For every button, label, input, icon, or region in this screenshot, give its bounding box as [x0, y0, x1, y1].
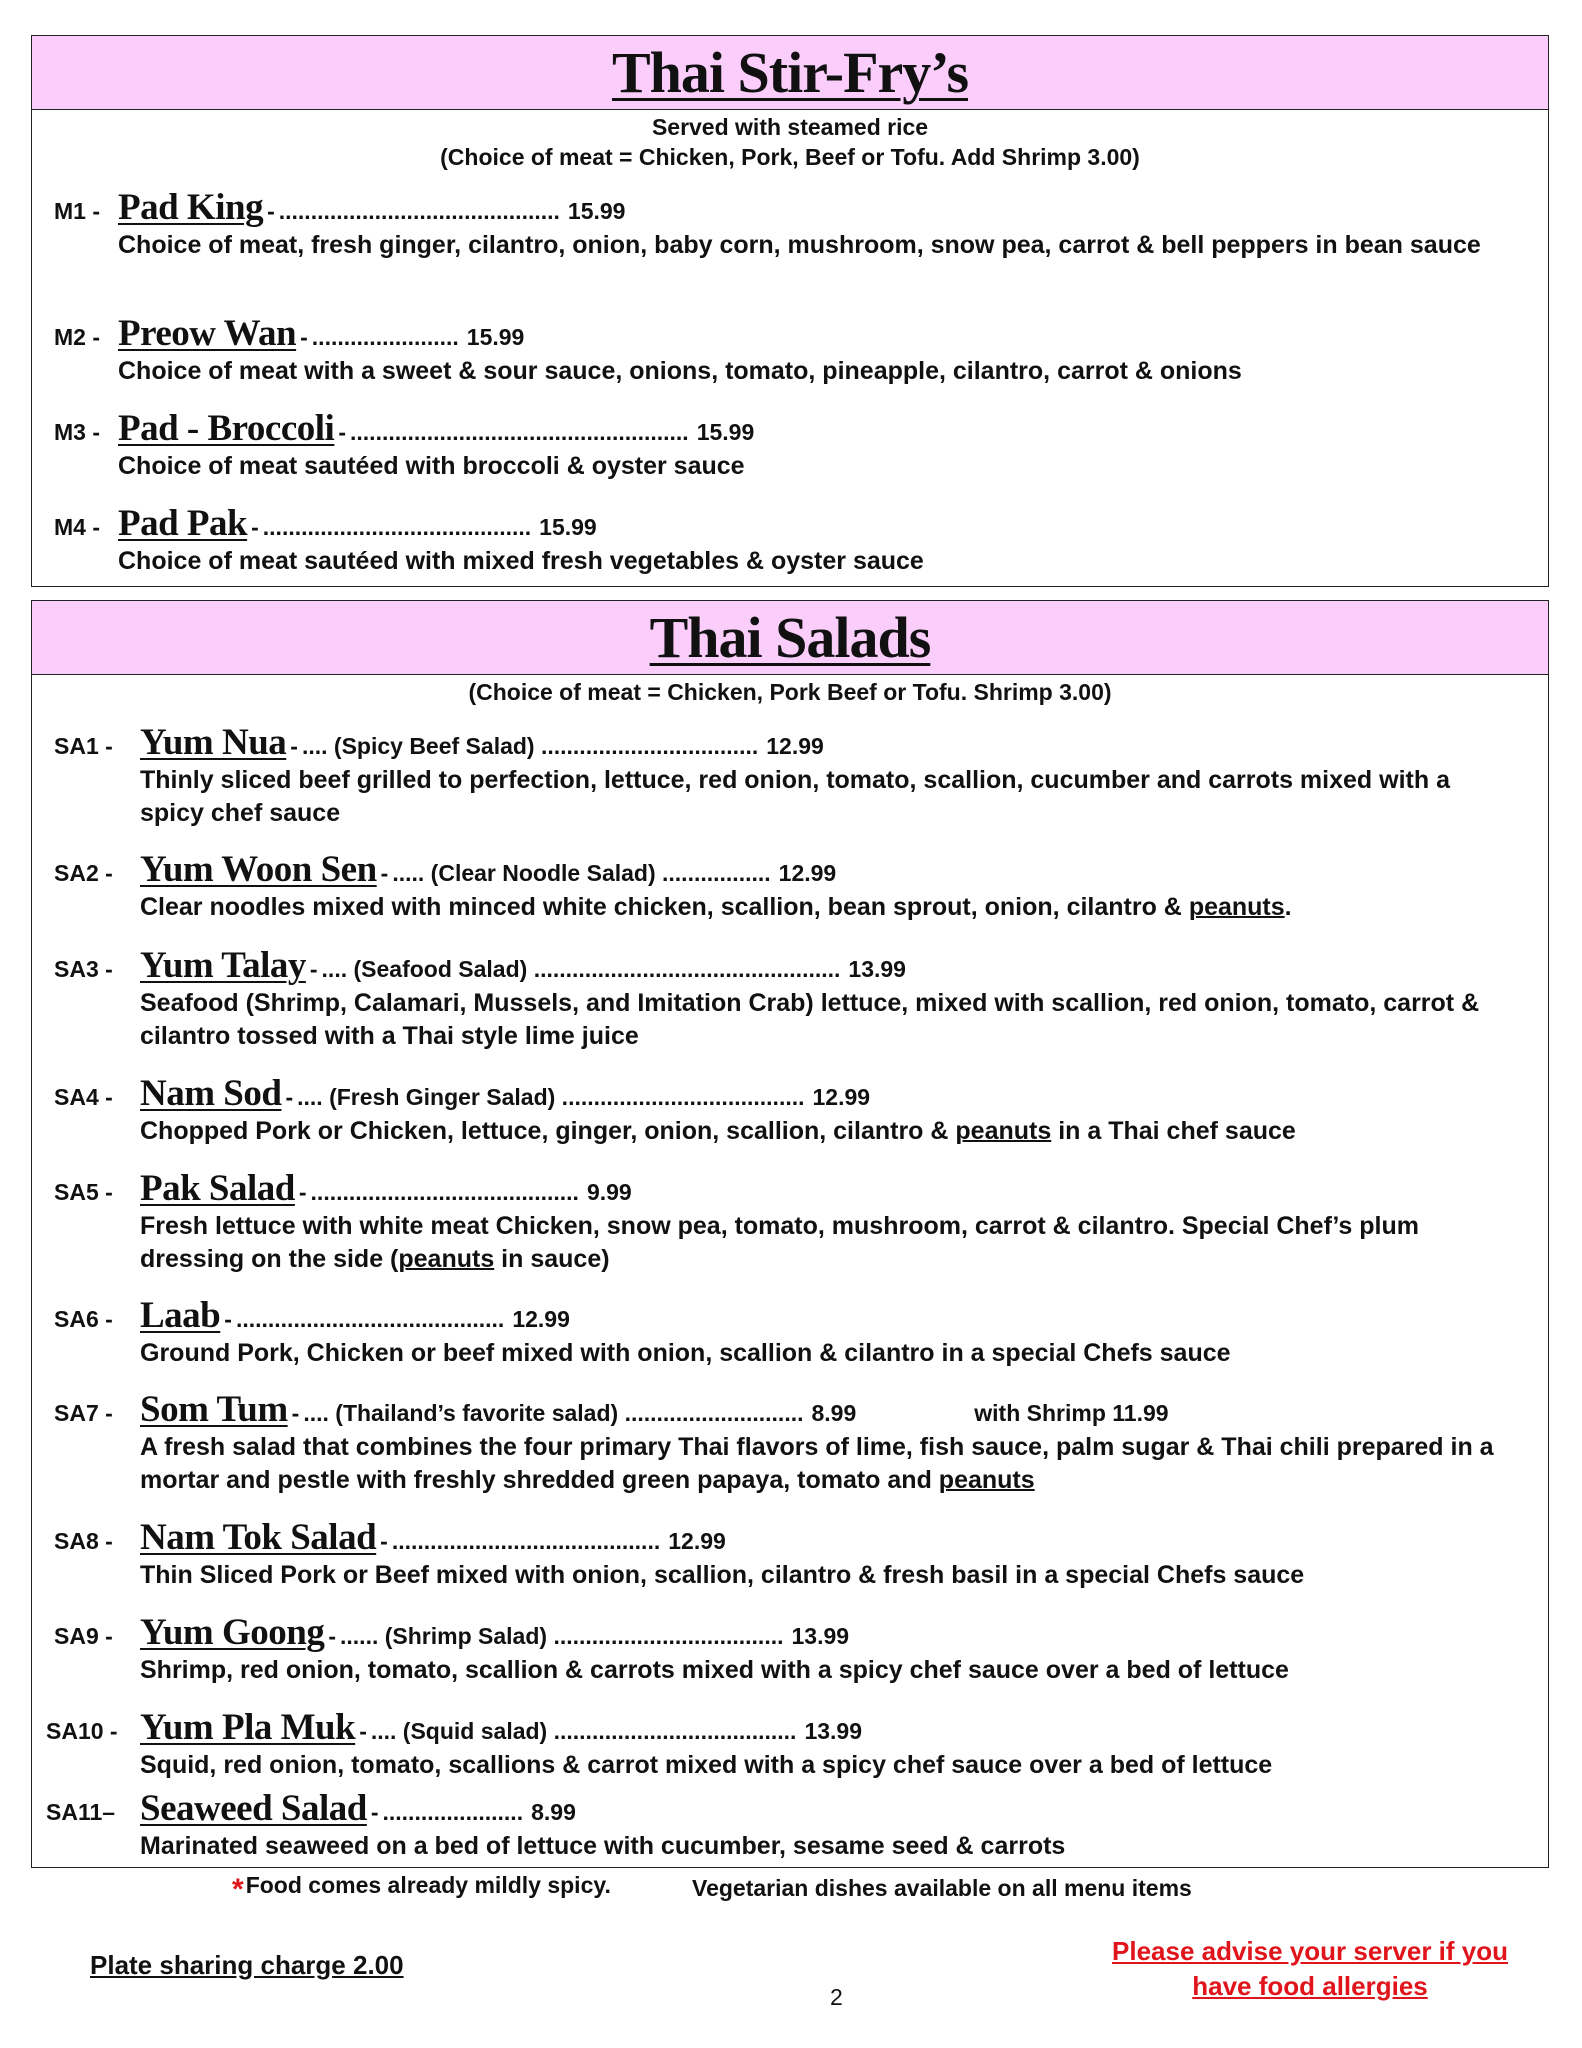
item-dash: -	[380, 860, 389, 886]
item-dash: -	[309, 956, 318, 982]
menu-item	[32, 1072, 1548, 1148]
peanuts-warning: peanuts	[398, 1245, 495, 1273]
item-leader: ..........................................	[391, 1528, 661, 1554]
item-description: Squid, red onion, tomato, scallions & carrot mixed with a spicy chef sauce over a bed of lettuce	[140, 1751, 1273, 1779]
menu-item	[32, 312, 1548, 388]
item-code: SA10 -	[46, 1718, 118, 1744]
item-name: Pad - Broccoli	[118, 408, 335, 449]
item-leader: .... (Squid salad) ......................................	[370, 1718, 797, 1744]
item-description: Ground Pork, Chicken or beef mixed with onion, scallion & cilantro in a special Chefs sauce	[140, 1339, 1231, 1367]
item-name: Yum Nua	[140, 722, 287, 763]
salads-subtitle: (Choice of meat = Chicken, Pork Beef or Tofu. Shrimp 3.00)	[468, 679, 1112, 705]
item-leader: .... (Seafood Salad) ................................................	[321, 956, 841, 982]
menu-item	[32, 407, 1548, 483]
item-price: 13.99	[804, 1718, 862, 1744]
item-dash: -	[291, 1400, 300, 1426]
menu-item	[32, 944, 1548, 1053]
item-name: Som Tum	[140, 1389, 288, 1430]
item-description	[32, 891, 1548, 924]
item-code: SA7 -	[54, 1400, 113, 1426]
menu-item	[32, 848, 1548, 924]
item-description-end: in a Thai chef sauce	[1051, 1117, 1296, 1145]
item-code: SA8 -	[54, 1528, 113, 1554]
menu-item	[32, 1167, 1548, 1276]
shrimp-price: with Shrimp 11.99	[974, 1400, 1169, 1426]
item-price: 15.99	[466, 324, 525, 350]
plate-sharing-charge: Plate sharing charge 2.00	[90, 1950, 404, 1980]
asterisk-icon: *	[232, 1873, 244, 1906]
page-number: 2	[830, 1984, 843, 2010]
menu-item	[32, 1706, 1548, 1782]
item-description	[32, 1115, 1548, 1148]
item-price: 8.99	[811, 1400, 857, 1426]
stirfry-subtitle-rice: Served with steamed rice	[651, 114, 929, 140]
item-leader: .... (Fresh Ginger Salad) ......................................	[297, 1084, 805, 1110]
item-name: Preow Wan	[118, 313, 297, 354]
menu-item	[32, 721, 1548, 830]
item-code: M3 -	[54, 419, 100, 445]
item-description-end: .	[1284, 893, 1292, 921]
item-description: Choice of meat sautéed with broccoli & oyster sauce	[118, 452, 745, 480]
item-name: Yum Pla Muk	[140, 1707, 356, 1748]
item-price: 12.99	[766, 733, 824, 759]
item-description	[32, 1210, 1548, 1276]
item-leader: ...... (Shrimp Salad) ....................................	[340, 1623, 784, 1649]
item-code: SA9 -	[54, 1623, 113, 1649]
item-price: 13.99	[791, 1623, 850, 1649]
item-code: SA11–	[46, 1799, 116, 1825]
item-dash: -	[380, 1528, 388, 1554]
item-name: Seaweed Salad	[140, 1788, 367, 1829]
item-name: Laab	[140, 1295, 221, 1336]
item-name: Nam Tok Salad	[140, 1517, 377, 1558]
item-description: Choice of meat with a sweet & sour sauce, onions, tomato, pineapple, cilantro, carrot & onions	[118, 357, 1242, 385]
menu-item	[32, 1787, 1548, 1863]
allergy-notice-line2: have food allergies	[1192, 1971, 1428, 2001]
peanuts-warning: peanuts	[1188, 893, 1285, 921]
spicy-note-text: Food comes already mildly spicy.	[245, 1872, 611, 1898]
item-leader: ..... (Clear Noodle Salad) .................	[392, 860, 771, 886]
item-code: M1 -	[54, 198, 100, 224]
item-dash: -	[370, 1799, 379, 1825]
item-leader: .....................................................	[350, 419, 689, 445]
item-dash: -	[298, 1179, 307, 1205]
item-description: Seafood (Shrimp, Calamari, Mussels, and Imitation Crab) lettuce, mixed with scallion, red onion, tomato, carrot & cilantro tossed with a Thai style lime juice	[140, 989, 1480, 1050]
menu-item	[32, 1611, 1548, 1687]
item-description-text: Clear noodles mixed with minced white chicken, scallion, bean sprout, onion, cilantro &	[140, 893, 1189, 921]
item-name: Yum Talay	[140, 945, 306, 986]
item-price: 15.99	[539, 514, 597, 540]
item-dash: -	[251, 514, 259, 540]
item-dash: -	[224, 1306, 232, 1332]
item-description-text: Chopped Pork or Chicken, lettuce, ginger, onion, scallion, cilantro &	[140, 1117, 956, 1145]
item-description-text: Fresh lettuce with white meat Chicken, snow pea, tomato, mushroom, carrot & cilantro. Special Chef’s plum dressing on the side (	[140, 1212, 1419, 1273]
item-leader: .......................	[311, 324, 459, 350]
menu-item	[32, 1388, 1548, 1497]
salads-title: Thai Salads	[649, 605, 931, 670]
item-dash: -	[267, 198, 275, 224]
item-description: Thin Sliced Pork or Beef mixed with onion, scallion, cilantro & fresh basil in a special Chefs sauce	[140, 1561, 1305, 1589]
item-description: Choice of meat, fresh ginger, cilantro, onion, baby corn, mushroom, snow pea, carrot & bell peppers in bean sauce	[118, 231, 1481, 259]
item-description: Shrimp, red onion, tomato, scallion & carrots mixed with a spicy chef sauce over a bed of lettuce	[140, 1656, 1289, 1684]
item-code: SA5 -	[54, 1179, 113, 1205]
stirfry-title: Thai Stir-Fry’s	[611, 40, 969, 105]
item-code: M4 -	[54, 514, 100, 540]
peanuts-warning: peanuts	[955, 1117, 1052, 1145]
item-description: Marinated seaweed on a bed of lettuce with cucumber, sesame seed & carrots	[140, 1832, 1066, 1860]
item-dash: -	[290, 733, 298, 759]
item-code: SA2 -	[54, 860, 113, 886]
menu-item	[32, 186, 1548, 262]
peanuts-warning: peanuts	[938, 1466, 1035, 1494]
item-dash: -	[328, 1623, 337, 1649]
item-price: 12.99	[812, 1084, 871, 1110]
item-leader: .... (Spicy Beef Salad) ..................................	[301, 733, 759, 759]
item-name: Pad King	[118, 187, 264, 228]
item-name: Nam Sod	[140, 1073, 282, 1114]
stirfry-subtitle-meat: (Choice of meat = Chicken, Pork, Beef or Tofu. Add Shrimp 3.00)	[440, 144, 1140, 170]
item-leader: .... (Thailand’s favorite salad) ............................	[303, 1400, 804, 1426]
item-price: 12.99	[512, 1306, 570, 1332]
stirfry-header-band	[32, 36, 1548, 110]
vegetarian-note: Vegetarian dishes available on all menu items	[692, 1875, 1192, 1901]
item-price: 15.99	[696, 419, 755, 445]
salads-header-band	[32, 601, 1548, 675]
item-leader: ............................................	[278, 198, 560, 224]
item-price: 9.99	[586, 1179, 632, 1205]
menu-item	[32, 502, 1548, 578]
item-description-end: in sauce)	[494, 1245, 610, 1273]
item-code: SA3 -	[54, 956, 113, 982]
item-price: 15.99	[567, 198, 626, 224]
item-price: 8.99	[531, 1799, 576, 1825]
item-description	[32, 1431, 1548, 1497]
stirfry-section	[31, 35, 1549, 587]
item-leader: ..........................................	[262, 514, 532, 540]
item-dash: -	[359, 1718, 367, 1744]
menu-item	[32, 1516, 1548, 1592]
item-code: SA4 -	[54, 1084, 113, 1110]
item-price: 12.99	[778, 860, 837, 886]
item-dash: -	[338, 419, 347, 445]
item-name: Yum Woon Sen	[140, 849, 377, 890]
item-name: Yum Goong	[140, 1612, 325, 1653]
menu-item	[32, 1294, 1548, 1370]
item-code: SA6 -	[54, 1306, 113, 1332]
item-name: Pak Salad	[140, 1168, 295, 1209]
item-name: Pad Pak	[118, 503, 248, 544]
item-description-text: A fresh salad that combines the four primary Thai flavors of lime, fish sauce, palm sugar & Thai chili prepared in a mortar and pestle with freshly shredded green papaya, tomato and	[140, 1433, 1494, 1494]
item-price: 13.99	[848, 956, 906, 982]
item-description: Choice of meat sautéed with mixed fresh vegetables & oyster sauce	[118, 547, 924, 575]
allergy-notice	[1060, 1934, 1560, 2004]
item-price: 12.99	[668, 1528, 726, 1554]
item-leader: ......................	[382, 1799, 524, 1825]
item-leader: ..........................................	[310, 1179, 579, 1205]
item-dash: -	[285, 1084, 294, 1110]
item-dash: -	[300, 324, 308, 350]
item-description: Thinly sliced beef grilled to perfection, lettuce, red onion, tomato, scallion, cucumber and carrots mixed with a spicy chef sauce	[140, 766, 1450, 827]
allergy-notice-line1: Please advise your server if you	[1112, 1936, 1508, 1966]
item-code: M2 -	[54, 324, 100, 350]
spicy-note	[232, 1872, 611, 1907]
item-code: SA1 -	[54, 733, 113, 759]
salads-section	[31, 600, 1549, 1868]
item-leader: ..........................................	[235, 1306, 505, 1332]
